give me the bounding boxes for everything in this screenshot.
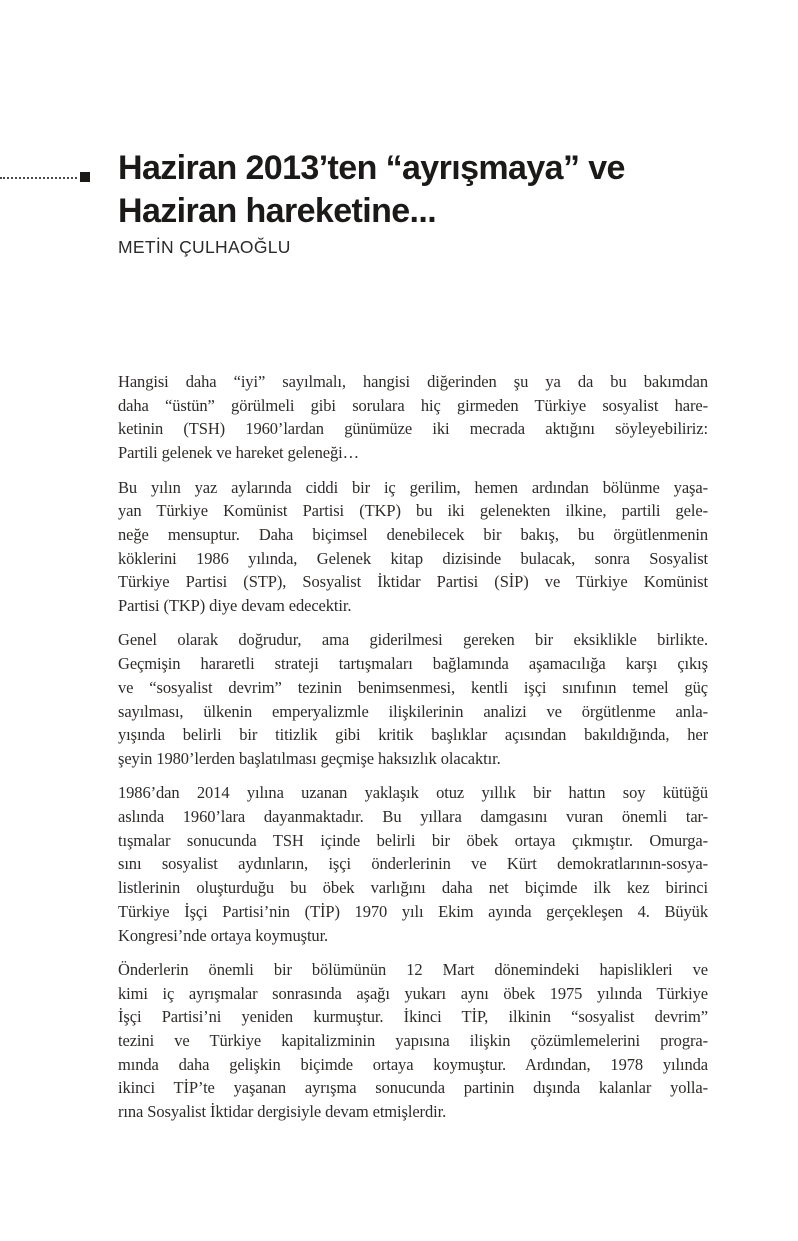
text-line: Geçmişin hararetli strateji tartışmaları bağlamında aşamacılığa karşı çıkış bbox=[118, 654, 708, 674]
text-line: ve “sosyalist devrim” tezinin benimsenmesi, kentli işçi sınıfının temel güç bbox=[118, 677, 708, 697]
text-line: sını sosyalist aydınların, işçi önderlerinin ve Kürt demokratlarının-sosya- bbox=[118, 854, 708, 874]
text-line: rına Sosyalist İktidar dergisiyle devam etmişlerdir. bbox=[118, 1102, 447, 1122]
text-line: yışında belirli bir titizlik gibi kritik başlıklar açısından bakıldığında, her bbox=[118, 725, 708, 745]
text-line: tışmalar sonucunda TSH içinde belirli bir öbek ortaya çıkmıştır. Omurga- bbox=[118, 830, 708, 850]
paragraph bbox=[118, 781, 708, 947]
text-line: Türkiye Partisi (STP), Sosyalist İktidar Partisi (SİP) ve Türkiye Komünist bbox=[118, 572, 708, 592]
text-line: İşçi Partisi’ni yeniden kurmuştur. İkinci TİP, ilkinin “sosyalist devrim” bbox=[118, 1007, 708, 1027]
text-line: ketinin (TSH) 1960’lardan günümüze iki mecrada aktığını söyleyebiliriz: bbox=[118, 419, 708, 439]
text-line: listlerinin oluşturduğu bu öbek varlığını daha net biçimde ilk kez birinci bbox=[118, 878, 708, 898]
text-line: şeyin 1980’lerden başlatılması geçmişe haksızlık olacaktır. bbox=[118, 748, 501, 768]
text-line: kimi iç ayrışmalar sonrasında aşağı yukarı aynı öbek 1975 yılında Türkiye bbox=[118, 983, 708, 1003]
paragraph bbox=[118, 958, 708, 1124]
article-body bbox=[118, 370, 708, 1135]
text-line: 1986’dan 2014 yılına uzanan yaklaşık otuz yıllık bir hattın soy kütüğü bbox=[118, 783, 708, 803]
text-line: sayılması, ülkenin emperyalizmle ilişkilerinin analizi ve örgütlenme anla- bbox=[118, 701, 708, 721]
article-title bbox=[118, 147, 678, 233]
author-name: METİN ÇULHAOĞLU bbox=[118, 237, 291, 257]
text-line: yan Türkiye Komünist Partisi (TKP) bu iki gelenekten ilkine, partili gele- bbox=[118, 501, 708, 521]
text-line: Kongresi’nde ortaya koymuştur. bbox=[118, 925, 329, 945]
text-line: Hangisi daha “iyi” sayılmalı, hangisi diğerinden şu ya da bu bakımdan bbox=[118, 372, 708, 391]
text-line: Partisi (TKP) diye devam edecektir. bbox=[118, 596, 352, 616]
text-line: daha “üstün” görülmeli gibi sorulara hiç girmeden Türkiye sosyalist hare- bbox=[118, 395, 708, 415]
dotted-leader-line bbox=[0, 177, 77, 179]
text-line: Bu yılın yaz aylarında ciddi bir iç gerilim, hemen ardından bölünme yaşa- bbox=[118, 477, 708, 497]
text-line: tezini ve Türkiye kapitalizminin yapısına ilişkin çözümlemelerini progra- bbox=[118, 1031, 708, 1051]
paragraph bbox=[118, 370, 708, 465]
text-line: ikinci TİP’te yaşanan ayrışma sonucunda partinin dışında kalanlar yolla- bbox=[118, 1078, 708, 1098]
article-title-line-2: Haziran hareketine... bbox=[118, 192, 437, 230]
paragraph bbox=[118, 476, 708, 618]
text-line: Önderlerin önemli bir bölümünün 12 Mart dönemindeki hapislikleri ve bbox=[118, 959, 708, 979]
square-bullet-icon bbox=[80, 172, 90, 182]
text-line: aslında 1960’lara dayanmaktadır. Bu yıllara damgasını vuran önemli tar- bbox=[118, 807, 708, 827]
text-line: köklerini 1986 yılında, Gelenek kitap dizisinde bulacak, sonra Sosyalist bbox=[118, 548, 708, 568]
article-title-line-1: Haziran 2013’ten “ayrışmaya” ve bbox=[118, 149, 625, 187]
text-line: Türkiye İşçi Partisi’nin (TİP) 1970 yılı Ekim ayında gerçekleşen 4. Büyük bbox=[118, 901, 708, 921]
text-line: mında daha gelişkin biçimde ortaya koymuştur. Ardından, 1978 yılında bbox=[118, 1054, 708, 1074]
text-line: Genel olarak doğrudur, ama giderilmesi gereken bir eksiklikle birlikte. bbox=[118, 630, 708, 650]
text-line: Partili gelenek ve hareket geleneği… bbox=[118, 443, 360, 463]
text-line: neğe mensuptur. Daha biçimsel denebilecek bir bakış, bu örgütlenmenin bbox=[118, 524, 708, 544]
paragraph bbox=[118, 628, 708, 770]
